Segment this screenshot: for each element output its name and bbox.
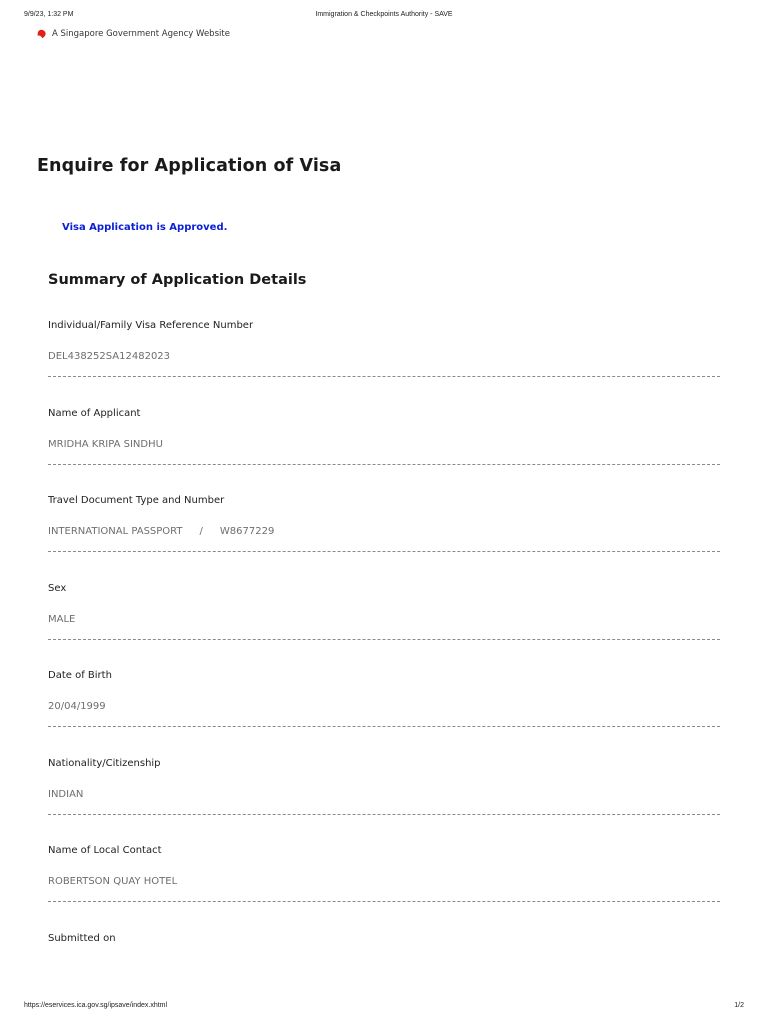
field-local-contact [48,843,720,931]
print-document-title: Immigration & Checkpoints Authority - SAVE [315,11,453,18]
field-label: Individual/Family Visa Reference Number [48,320,254,331]
print-footer [0,1002,768,1012]
field-sex [48,581,720,669]
gov-banner-text: A Singapore Government Agency Website [52,29,230,39]
value-separator: / [199,526,203,537]
field-applicant-name [48,406,720,494]
field-label: Sex [48,582,67,594]
field-visa-reference-number [48,318,720,406]
lion-head-icon [37,29,47,39]
field-divider [48,639,720,640]
field-value: MALE [48,613,76,625]
field-value: 20/04/1999 [48,701,106,712]
gov-banner [37,28,230,40]
print-header [0,11,768,23]
field-label: Name of Local Contact [48,845,162,856]
page-number: 1/2 [734,1002,744,1009]
field-travel-document [48,493,720,581]
field-label: Date of Birth [48,670,112,681]
field-value [48,526,274,537]
field-divider [48,464,720,465]
travel-document-number: W8677229 [219,526,275,537]
field-label: Travel Document Type and Number [48,495,225,506]
field-label: Submitted on [48,932,116,944]
print-url: https://eservices.ica.gov.sg/ipsave/index.xhtml [24,1002,168,1009]
travel-document-type: INTERNATIONAL PASSPORT [48,526,183,537]
field-date-of-birth [48,668,720,756]
field-value: ROBERTSON QUAY HOTEL [48,876,178,887]
field-divider [48,551,720,552]
page-title: Enquire for Application of Visa [37,156,342,176]
field-divider [48,726,720,727]
status-message: Visa Application is Approved. [62,222,228,233]
application-details [48,318,720,1018]
field-divider [48,901,720,902]
print-timestamp: 9/9/23, 1:32 PM [24,11,74,18]
field-value: MRIDHA KRIPA SINDHU [48,438,163,450]
field-value: DEL438252SA12482023 [48,351,171,362]
field-divider [48,376,720,377]
field-value: INDIAN [48,788,84,800]
field-label: Nationality/Citizenship [48,757,161,769]
field-divider [48,814,720,815]
summary-title: Summary of Application Details [48,272,307,288]
field-nationality [48,756,720,844]
field-label: Name of Applicant [48,407,141,419]
